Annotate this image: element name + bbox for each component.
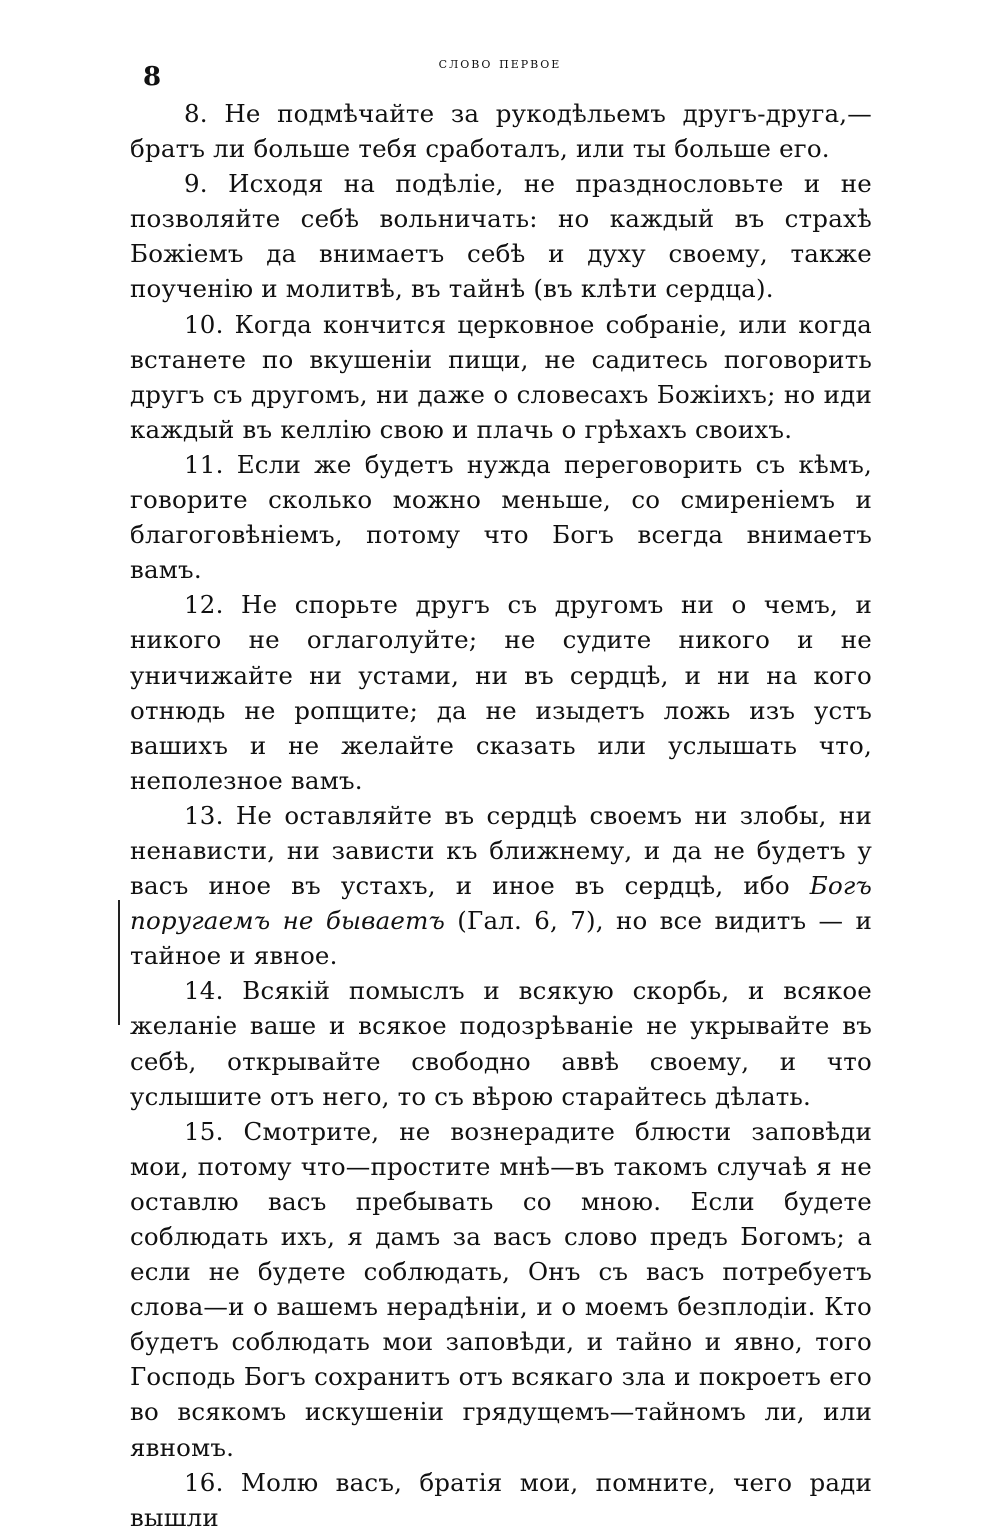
running-head: слово первое xyxy=(438,54,562,72)
paragraph-13-italic-quote: Богъ поругаемъ не бываетъ xyxy=(130,871,872,936)
paragraph-9: 9. Исходя на подѣліе, не празднословьте и не позволяйте себѣ вольничать: но каждый въ страхѣ Божіемъ да внимаетъ себѣ и духу своему, также поученію и молитвѣ, въ тайнѣ (въ клѣти сердца). xyxy=(130,169,872,304)
paragraph-8: 8. Не подмѣчайте за рукодѣльемъ другъ-друга,—братъ ли больше тебя сработалъ, или ты больше его. xyxy=(130,99,872,164)
paragraph-12: 12. Не спорьте другъ съ другомъ ни о чемъ, и никого не оглаголуйте; не судите никого и не уничижайте ни устами, ни въ сердцѣ, и ни на кого отнюдь не ропщите; да не изыдетъ ложь изъ устъ вашихъ и не желайте сказать или услышать что, неполезное вамъ. xyxy=(130,590,872,795)
body-text xyxy=(130,96,872,1535)
paragraph-16: 16. Молю васъ, братія мои, помните, чего ради вышли xyxy=(130,1467,872,1532)
paragraph-11: 11. Если же будетъ нужда переговорить съ кѣмъ, говорите сколько можно меньше, со смиреніемъ и благоговѣніемъ, потому что Богъ всегда внимаетъ вамъ. xyxy=(130,449,872,585)
paragraph-13-text-after: (Гал. 6, 7), но все видитъ — и тайное и явное. xyxy=(130,906,873,971)
paragraph-15: 15. Смотрите, не вознерадите блюсти заповѣди мои, потому что—простите мнѣ—въ такомъ случаѣ я не оставлю васъ пребывать со мною. Если будете соблюдать ихъ, я дамъ за васъ слово предъ Богомъ; а если не будете соблюдать, Онъ съ васъ потребуетъ слова—и о вашемъ нерадѣніи, и о моемъ безплодіи. Кто будетъ соблюдать мои заповѣди, и тайно и явно, того Господь Богъ сохранитъ отъ всякаго зла и покроетъ его во всякомъ искушеніи грядущемъ—тайномъ ли, или явномъ. xyxy=(130,1116,872,1462)
paragraph-10: 10. Когда кончится церковное собраніе, или когда встанете по вкушеніи пищи, не садитесь поговорить другъ съ другомъ, ни даже о словесахъ Божіихъ; но иди каждый въ келлію свою и плачь о грѣхахъ своихъ. xyxy=(130,309,872,444)
paragraph-13-text-before: 13. Не оставляйте въ сердцѣ своемъ ни злобы, ни ненависти, ни зависти къ ближнему, и да не будетъ у васъ иное въ устахъ, и иное въ сердцѣ, ибо xyxy=(130,800,872,901)
paragraph-14: 14. Всякій помыслъ и всякую скорбь, и всякое желаніе ваше и всякое подозрѣваніе не укрывайте въ себѣ, открывайте свободно аввѣ своему, и что услышите отъ него, то съ вѣрою старайтесь дѣлать. xyxy=(130,976,872,1111)
margin-line xyxy=(118,900,120,1025)
paragraph-13 xyxy=(130,798,872,973)
page-number: 8 xyxy=(143,62,162,92)
